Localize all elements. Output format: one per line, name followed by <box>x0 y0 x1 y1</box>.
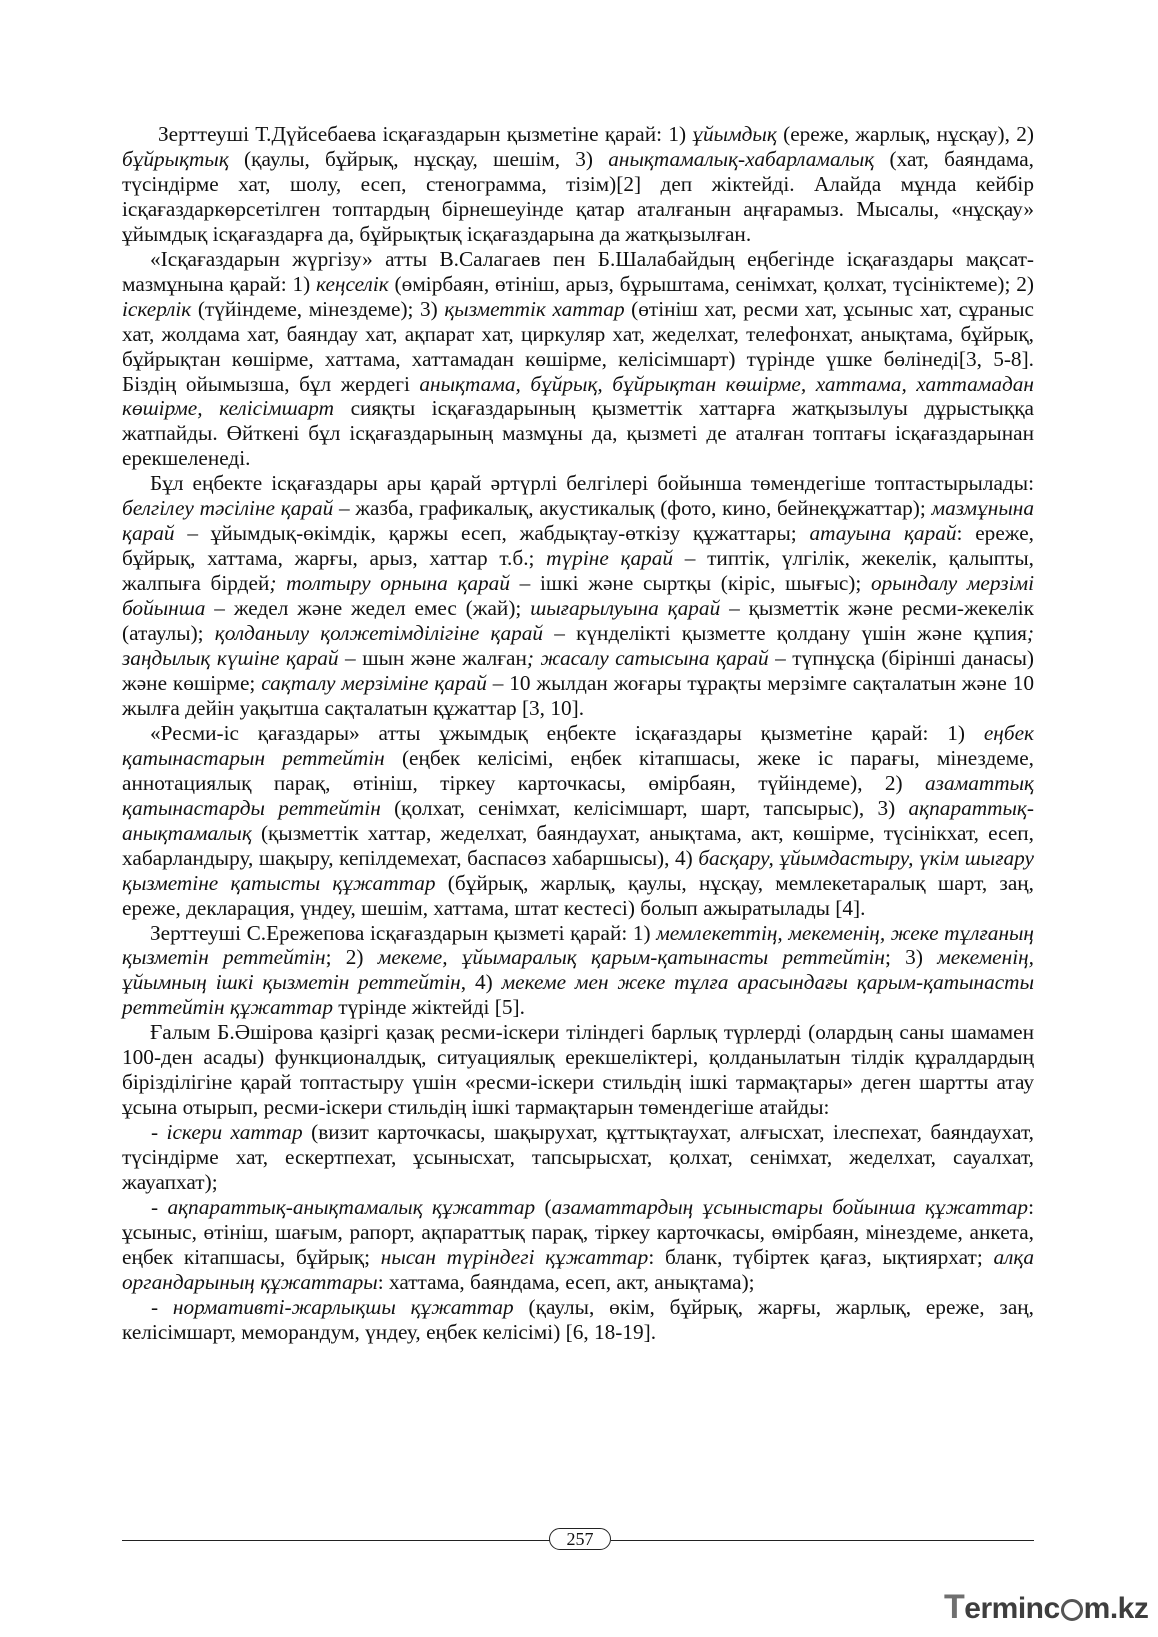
italic-term: ; заңдылық күшіне қарай <box>122 621 1035 671</box>
italic-term: қызметтік хаттар <box>444 296 625 321</box>
paragraph <box>122 1195 1034 1295</box>
text-run: – түпнұсқа (бірінші данасы) және көшірме; <box>122 646 1035 695</box>
footer-rule-left <box>122 1540 552 1541</box>
italic-term: мекеме, ұйымаралық қарым-қатынасты реттейтін <box>377 945 886 970</box>
text-run: – жедел және жедел емес (жай); <box>205 596 531 621</box>
text-run: – ұйымдық-өкімдік, қаржы есеп, жабдықтау-өткізу құжаттары; <box>174 521 810 546</box>
text-run: (еңбек келісімі, еңбек кітапшасы, жеке іс парағы, мінездеме, аннотациялық парақ, өтініш, тіркеу карточкасы, өмірбаян, түйіндеме), 2) <box>122 745 1034 795</box>
text-run: – типтік, үлгілік, жекелік, қалыпты, жалпыға бірдей <box>122 546 1035 596</box>
italic-term: басқару, ұйымдастыру, үкім шығару қызметіне қатысты құжаттар <box>122 845 1034 895</box>
watermark-logo <box>944 1588 1149 1628</box>
text-run: ( <box>535 1194 552 1219</box>
italic-term: сақталу мерзіміне қарай <box>261 670 487 695</box>
text-run: – шын және жалған <box>338 646 527 671</box>
italic-term: алқа органдарының құжаттары <box>122 1244 1034 1294</box>
text-run: «Ісқағаздарын жүргізу» атты В.Салагаев пен Б.Шалабайдың еңбегінде ісқағаздары мақсат-мазмұнына қарай: 1) <box>122 246 1034 296</box>
page-number: 257 <box>549 1528 611 1550</box>
text-run: ; 2) <box>325 945 378 970</box>
text-run: (өтініш хат, ресми хат, ұсыныс хат, сұраныс хат, жолдама хат, баяндау хат, ақпарат хат, циркуляр хат, жеделхат, телефонхат, анықтама, бұйрық, бұйрықтан көшірме, хаттама, хаттамадан көшірме, келісімшарт) түрінде үшке бөлінеді[3, 5-8]. Біздің ойымызша, бұл жердегі <box>122 296 1034 396</box>
text-run: (өмірбаян, өтініш, арыз, бұрыштама, сенімхат, қолхат, түсініктеме); 2) <box>388 271 1034 296</box>
text-run: – қызметтік және ресми-жекелік (атаулы); <box>122 596 1034 646</box>
text-run: (ереже, жарлық, нұсқау), 2) <box>776 122 1034 146</box>
italic-term: белгілеу тәсіліне қарай <box>122 496 334 521</box>
text-run: (бұйрық, жарлық, қаулы, нұсқау, мемлекетаралық шарт, заң, ереже, декларация, үндеу, шешім, хаттама, штат кестесі) болып ажыратылады [4]. <box>122 870 1034 920</box>
italic-term: түріне қарай <box>546 546 674 571</box>
text-run: (қызметтік хаттар, жеделхат, баяндаухат, анықтама, акт, көшірме, түсінікхат, есеп, хабарландыру, шақыру, кепілдемехат, баспасөз хабаршысы), 4) <box>122 820 1034 870</box>
text-run: Бұл еңбекте ісқағаздары ары қарай әртүрлі белгілері бойынша төмендегіше топтастырылады: <box>150 471 1034 496</box>
italic-term: ақпараттық-анықтамалық <box>122 795 1034 845</box>
text-run: - <box>151 1194 168 1219</box>
italic-term: нысан түріндегі құжаттар <box>380 1244 649 1269</box>
text-run: : бланк, түбіртек қағаз, ықтиярхат; <box>648 1244 994 1269</box>
italic-term: азаматтардың ұсыныстары бойынша құжаттар <box>551 1194 1029 1219</box>
italic-term: бұйрықтық <box>122 146 229 171</box>
text-run: : ереже, бұйрық, хаттама, жарғы, арыз, хаттар т.б.; <box>122 521 1034 571</box>
text-run: (қаулы, бұйрық, нұсқау, шешім, 3) <box>228 146 609 171</box>
italic-term: ұйымдық <box>692 122 777 146</box>
italic-term: нормативті-жарлықшы құжаттар <box>172 1294 514 1319</box>
watermark-text-post: m.kz <box>1083 1592 1149 1625</box>
text-run: Ғалым Б.Әшірова қазіргі қазақ ресми-іскери тіліндегі барлық түрлерді (олардың саны шамамен 100-ден асады) функционалдық, ситуациялық ерекшеліктері, қолданылатын тілдік құралдардың біріздiлігіне қарай топтастыру үшін «ресми-іскери стильдің ішкі тармақтары» деген шартты атау ұсына отырып, ресми-іскери стильдің ішкі тармақтарын төмендегіше атайды: <box>122 1020 1034 1120</box>
italic-term: ; толтыру орнына қарай <box>269 571 510 596</box>
watermark-letter-t: T <box>944 1588 965 1626</box>
text-run: - <box>151 1294 173 1319</box>
text-run: , 4) <box>460 970 502 995</box>
text-run: (қолхат, сенімхат, келісімшарт, шарт, тапсырыс), 3) <box>380 795 909 820</box>
text-run: – жазба, графикалық, акустикалық (фото, кино, бейнеқұжаттар); <box>333 496 932 521</box>
italic-term: мекеме мен жеке тұлға арасындағы қарым-қатынасты реттейтін құжаттар <box>122 970 1034 1020</box>
italic-term: анықтамалық-хабарламалық <box>608 146 875 171</box>
italic-term: ақпараттық-анықтамалық құжаттар <box>167 1194 536 1219</box>
paragraph <box>122 122 1034 247</box>
paragraph <box>122 471 1034 721</box>
paragraph <box>122 1020 1034 1120</box>
paragraph <box>122 247 1034 472</box>
body-text <box>122 122 1034 1345</box>
text-run: (визит карточкасы, шақырухат, құттықтаухат, алғысхат, ілеспехат, баяндаухат, түсіндірме хат, ескертпехат, ұсынысхат, тапсырысхат, қолхат, сенімхат, жеделхат, сауалхат, жауапхат); <box>122 1120 1034 1195</box>
text-run: Зерттеуші Т.Дүйсебаева ісқағаздарын қызметіне қарай: 1) <box>158 122 693 146</box>
italic-term: кеңселік <box>316 271 389 296</box>
italic-term: еңбек қатынастарын реттейтін <box>122 720 1034 770</box>
italic-term: іскерлік <box>122 296 192 321</box>
italic-term: шығарылуына қарай <box>530 596 721 621</box>
text-run: (хат, баяндама, түсіндірме хат, шолу, есеп, стенограмма, тізім)[2] деп жіктейді. Алайда мұнда кейбір ісқағаздаркөрсетілген топтардың бірнешеуінде қатар аталғанын аңғарамыз. Мысалы, «нұсқау» ұйымдық ісқағаздарға да, бұйрықтық ісқағаздарына да жатқызылған. <box>122 146 1034 246</box>
text-run: - <box>151 1120 167 1145</box>
text-run: түрінде жіктейді [5]. <box>332 995 525 1020</box>
text-run: (қаулы, өкім, бұйрық, жарғы, жарлық, ереже, заң, келісімшарт, меморандум, үндеу, еңбек келісімі) [6, 18-19]. <box>122 1294 1034 1344</box>
paragraph <box>122 921 1034 1021</box>
italic-term: іскери хаттар <box>166 1120 303 1145</box>
text-run: «Ресми-іс қағаздары» атты ұжымдық еңбекте ісқағаздары қызметіне қарай: 1) <box>150 720 984 745</box>
text-run: – 10 жылдан жоғары тұрақты мерзімге сақталатын және 10 жылға дейін уақытша сақталатын құжаттар [3, 10]. <box>122 670 1034 720</box>
text-run: (түйіндеме, мінездеме); 3) <box>191 296 445 321</box>
paragraph <box>122 721 1034 921</box>
watermark-o-circle-icon <box>1061 1599 1083 1621</box>
italic-term: азаматтық қатынастарды реттейтін <box>122 770 1034 820</box>
text-run: ; 3) <box>885 945 938 970</box>
text-run: сияқты ісқағаздарының қызметтік хаттарға жатқызылуы дұрыстыққа жатпайды. Өйткені бұл ісқағаздарының мазмұны да, қызметі де аталған топтағы ісқағаздарынан ерекшеленеді. <box>122 396 1034 471</box>
watermark-text-pre: erminc <box>964 1592 1060 1625</box>
italic-term: қолданылу қолжетімділігіне қарай <box>214 621 544 646</box>
italic-term: атауына қарай <box>809 521 957 546</box>
text-run: : ұсыныс, өтініш, шағым, рапорт, ақпараттық парақ, тіркеу карточкасы, өмірбаян, мінездеме, анкета, еңбек кітапшасы, бұйрық; <box>122 1194 1035 1269</box>
text-run: – ішкі және сыртқы (кіріс, шығыс); <box>509 571 871 596</box>
italic-term: орындалу мерзімі бойынша <box>122 571 1034 621</box>
italic-term: мемлекеттің, мекеменің, жеке тұлғаның қызметін реттейтін <box>122 920 1035 970</box>
italic-term: мазмұнына қарай <box>122 496 1034 546</box>
text-run: Зерттеуші С.Ережепова ісқағаздарын қызметі қарай: 1) <box>150 920 657 945</box>
italic-term: мекеменің, ұйымның ішкі қызметін реттейтін <box>122 945 1035 995</box>
paragraph <box>122 1120 1034 1195</box>
italic-term: анықтама, бұйрық, бұйрықтан көшірме, хаттама, хаттамадан көшірме, келісімшарт <box>122 371 1034 421</box>
text-run: – күнделікті қызметте қолдану үшін және құпия <box>543 621 1027 646</box>
footer-rule-right <box>611 1540 1034 1541</box>
paragraph <box>122 1295 1034 1345</box>
italic-term: ; жасалу сатысына қарай <box>526 646 769 671</box>
text-run: : хаттама, баяндама, есеп, акт, анықтама); <box>377 1269 755 1294</box>
